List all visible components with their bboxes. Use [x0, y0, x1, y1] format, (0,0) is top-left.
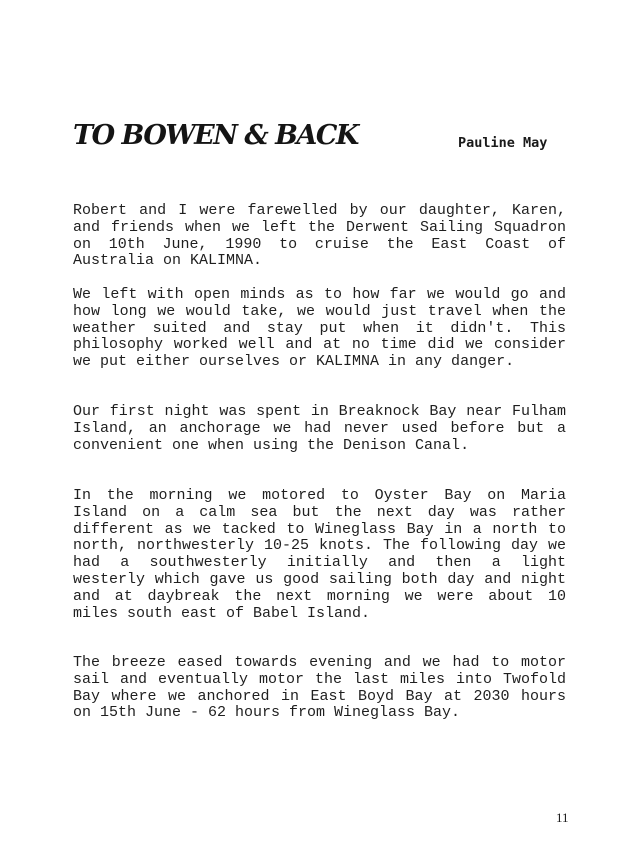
paragraph: We left with open minds as to how far we would go and how long we would take, we would just travel when the weather suited and stay put when it didn't. This philosophy worked well and at no time did we consider we put either ourselves or KALIMNA in any danger. [73, 286, 566, 371]
paragraph: Our first night was spent in Breaknock Bay near Fulham Island, an anchorage we had never used before but a convenient one when using the Denison Canal. [73, 403, 566, 454]
paragraph: The breeze eased towards evening and we had to motor sail and eventually motor the last miles into Twofold Bay where we anchored in East Boyd Bay at 2030 hours on 15th June - 62 hours from Wineglass Bay. [73, 654, 566, 722]
paragraph: Robert and I were farewelled by our daughter, Karen, and friends when we left the Derwent Sailing Squadron on 10th June, 1990 to cruise the East Coast of Australia on KALIMNA. [73, 202, 566, 270]
page-number: 11 [556, 810, 569, 825]
article-author: Pauline May [458, 135, 548, 151]
paragraph: In the morning we motored to Oyster Bay on Maria Island on a calm sea but the next day was rather different as we tacked to Wineglass Bay in a north to north, northwesterly 10-25 knots. The following day we had a southwesterly initially and then a light westerly which gave us good sailing both day and night and at daybreak the next morning we were about 10 miles south east of Babel Island. [73, 487, 566, 622]
article-title: TO BOWEN & BACK [73, 120, 358, 151]
